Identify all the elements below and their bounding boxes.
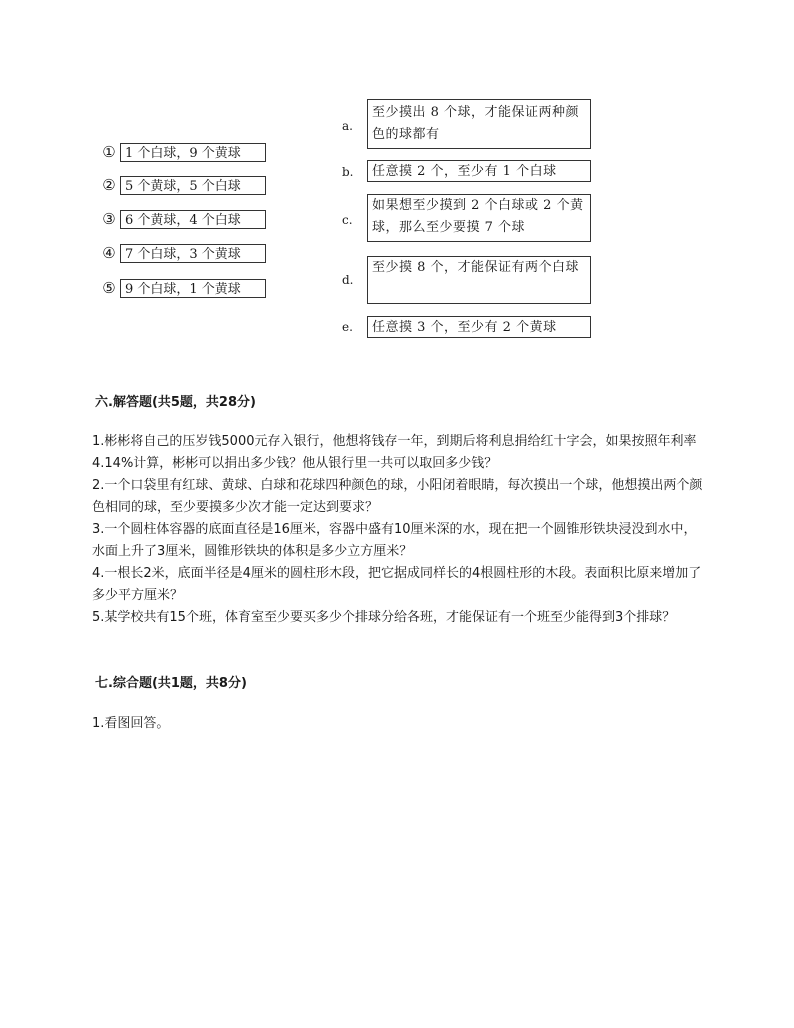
left-option-box: 1 个白球，9 个黄球: [120, 143, 266, 162]
right-option-box: 至少摸出 8 个球，才能保证两种颜色的球都有: [367, 99, 591, 149]
option-letter: a.: [342, 119, 353, 133]
question-3: 3.一个圆柱体容器的底面直径是16厘米，容器中盛有10厘米深的水，现在把一个圆锥形铁块浸没到水中，水面上升了3厘米，圆锥形铁块的体积是多少立方厘米？: [92, 522, 697, 559]
item-number: ②: [102, 176, 116, 194]
left-option-box: 5 个黄球，5 个白球: [120, 176, 266, 195]
item-number: ⑤: [102, 279, 116, 297]
section-7-title: 七.综合题(共1题，共8分): [95, 676, 247, 691]
left-option-box: 7 个白球，3 个黄球: [120, 244, 266, 263]
question-5: 5.某学校共有15个班，体育室至少要买多少个排球分给各班，才能保证有一个班至少能得到3个排球？: [92, 610, 676, 625]
option-letter: b.: [342, 165, 354, 179]
left-option-box: 6 个黄球，4 个白球: [120, 210, 266, 229]
right-option-box: 任意摸 2 个，至少有 1 个白球: [367, 160, 591, 182]
left-option-box: 9 个白球，1 个黄球: [120, 279, 266, 298]
option-letter: c.: [342, 213, 353, 227]
right-option-box: 如果想至少摸到 2 个白球或 2 个黄球，那么至少要摸 7 个球: [367, 194, 591, 242]
option-letter: e.: [342, 320, 353, 334]
section-6-title: 六.解答题(共5题，共28分): [95, 395, 256, 410]
item-number: ③: [102, 210, 116, 228]
question-1: 1.彬彬将自己的压岁钱5000元存入银行，他想将钱存一年，到期后将利息捐给红十字会，如果按照年利率4.14%计算，彬彬可以捐出多少钱？他从银行里一共可以取回多少钱？: [92, 434, 697, 471]
option-letter: d.: [342, 273, 354, 287]
right-option-box: 任意摸 3 个，至少有 2 个黄球: [367, 316, 591, 338]
question-4: 4.一根长2米，底面半径是4厘米的圆柱形木段，把它据成同样长的4根圆柱形的木段。表面积比原来增加了多少平方厘米？: [92, 566, 702, 603]
question-2: 2.一个口袋里有红球、黄球、白球和花球四种颜色的球，小阳闭着眼睛，每次摸出一个球，他想摸出两个颜色相同的球，至少要摸多少次才能一定达到要求？: [92, 478, 703, 515]
section-7-question-1: 1.看图回答。: [92, 716, 170, 731]
item-number: ①: [102, 143, 116, 161]
item-number: ④: [102, 244, 116, 262]
right-option-box: 至少摸 8 个，才能保证有两个白球: [367, 256, 591, 304]
